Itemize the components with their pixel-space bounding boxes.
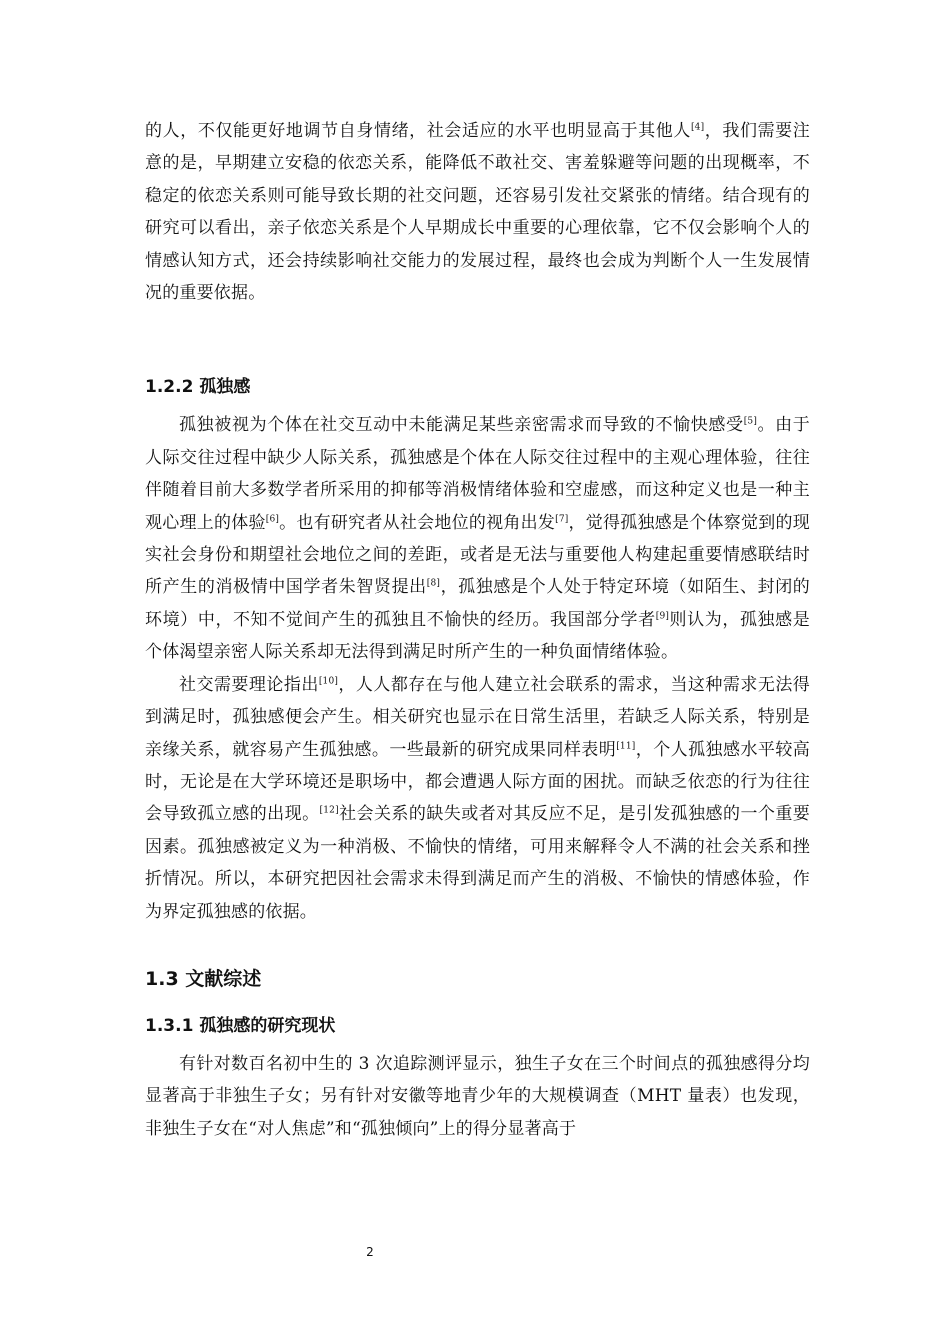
heading-1-2-2: 1.2.2 孤独感 [145, 377, 251, 398]
paragraph-text: ，孤独感是个人处于特定环境（如陌生、封闭的环境）中，不知不觉间产生的孤独且不愉快的经历。我国部分学者 [145, 577, 811, 630]
paragraph-text: ，人人都存在与他人建立社会联系的需求，当这种需求无法得到满足时，孤独感便会产生。相关研究也显示在日常生活里，若缺乏人际关系，特别是亲缘关系，就容易产生孤独感。一些最新的研究成果同样表明 [145, 674, 810, 760]
paragraph-text: ，觉得孤独感是个体察觉到的现实社会身份和期望社会地位之间的差距，或者是无法与重要他人构建起重要情感联结时所产生的消极情中国学者朱智贤提出 [145, 512, 810, 598]
citation: [5] [743, 416, 758, 427]
paragraph-text: ，个人孤独感水平较高时，无论是在大学环境还是职场中，都会遭遇人际方面的困扰。而缺乏依恋的行为往往会导致孤立感的出现。 [145, 739, 811, 825]
paragraph-text: 的人，不仅能更好地调节自身情绪，社会适应的水平也明显高于其他人 [145, 121, 691, 141]
citation: [6] [265, 514, 280, 524]
citation: [12] [319, 805, 339, 816]
paragraph-text: ，我们需要注意的是，早期建立安稳的依恋关系，能降低不敢社交、害羞躲避等问题的出现概率，不稳定的依恋关系则可能导致长期的社交问题，还容易引发社交紧张的情绪。结合现有的研究可以看出，亲子依恋关系是个人早期成长中重要的心理依靠，它不仅会影响个人的情感认知方式，还会持续影响社交能力的发展过程，最终也会成为判断个人一生发展情况的重要依据。 [145, 121, 810, 304]
citation: [11] [616, 740, 636, 751]
citation: [7] [555, 514, 569, 524]
paragraph-attachment-continuation [145, 115, 810, 309]
citation: [10] [318, 676, 339, 687]
paragraph-text: 社交需要理论指出 [179, 674, 319, 695]
heading-1-3-1: 1.3.1 孤独感的研究现状 [145, 1015, 336, 1036]
paragraph-social-needs-theory [145, 669, 810, 928]
citation: [9] [655, 611, 670, 622]
heading-1-3: 1.3 文献综述 [145, 967, 262, 990]
paragraph-text: 则认为，孤独感是个体渴望亲密人际关系却无法得到满足时所产生的一种负面情绪体验。 [145, 609, 810, 663]
page-body [145, 115, 810, 1145]
citation: [4] [690, 122, 705, 133]
citation: [8] [426, 578, 441, 589]
paragraph-text: 孤独被视为个体在社交互动中未能满足某些亲密需求而导致的不愉快感受 [179, 415, 744, 436]
paragraph-loneliness-definition [145, 409, 810, 668]
paragraph-text: 。由于人际交往过程中缺少人际关系，孤独感是个体在人际交往过程中的主观心理体验，往往伴随着目前大多数学者所采用的抑郁等消极情绪体验和空虚感，而这种定义也是一种主观心理上的体验 [145, 415, 810, 533]
paragraph-text: 。也有研究者从社会地位的视角出发 [279, 512, 556, 533]
page-number: 2 [366, 1245, 374, 1259]
paragraph-text: 有针对数百名初中生的 3 次追踪测评显示，独生子女在三个时间点的孤独感得分均显著高于非独生子女；另有针对安徽等地青少年的大规模调查（MHT 量表）也发现，非独生子女在“对人焦虑”和“孤独倾向”上的得分显著高于 [145, 1053, 810, 1139]
paragraph-research-status [145, 1048, 810, 1145]
paragraph-text: 社会关系的缺失或者对其反应不足，是引发孤独感的一个重要因素。孤独感被定义为一种消极、不愉快的情绪，可用来解释令人不满的社会关系和挫折情况。所以，本研究把因社会需求未得到满足而产生的消极、不愉快的情感体验，作为界定孤独感的依据。 [145, 804, 811, 922]
